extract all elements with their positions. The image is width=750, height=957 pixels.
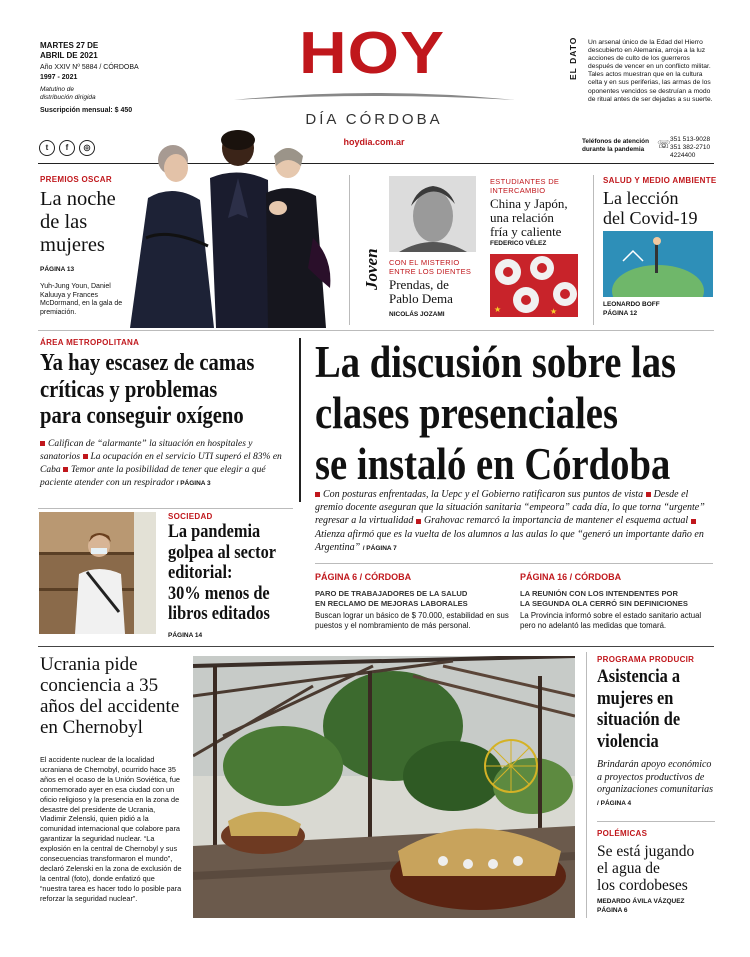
metro-bullet-3: Temor ante la posibilidad de tener que elegir a qué paciente atender con un respirador: [40, 465, 266, 488]
main-title-l2: clases presenciales: [315, 387, 618, 438]
sub2-title-l2: LA SEGUNDA OLA CERRÓ SIN DEFINICIONES: [520, 599, 688, 608]
producir-body-text: Brindarán apoyo económico a proyectos productivos de organizaciones comunitarias: [597, 759, 714, 796]
edition: Año XXIV Nº 5884 / CÓRDOBA: [40, 64, 139, 71]
rule: [349, 175, 350, 325]
producir-page: / PÁGINA 4: [597, 799, 632, 807]
main-bullets: [315, 488, 713, 555]
ucrania-title-l3: años del accidente: [40, 696, 180, 717]
bullet: [63, 467, 68, 472]
main-bullet-4: Atienza afirmó que es la vuelta de los alumnos a las aulas lo que “generó un importante daño en Argentina”: [315, 528, 704, 553]
dema-photo-illustration: [389, 176, 476, 252]
china-title-l1: China y Japón,: [490, 196, 568, 211]
metro-title-l1: Ya hay escasez de camas: [40, 350, 255, 376]
twitter-icon[interactable]: t: [39, 140, 55, 156]
china-title-l2: una relación: [490, 210, 554, 225]
covid-illustration-art: [603, 231, 713, 297]
main-bullet-2: Desde el gremio docente aseguran que la situación sanitaria “empeora” cada día, lo que torna “urgente” regresar a la virtualidad: [315, 489, 705, 527]
dema-title[interactable]: [389, 278, 453, 306]
years: 1997 - 2021: [40, 73, 78, 81]
tagline-2: distribución dirigida: [40, 94, 96, 101]
metro-title-l2: críticas y problemas: [40, 376, 218, 403]
salud-title-l2: del Covid-19: [603, 208, 698, 228]
oscar-title-l2: de las: [40, 211, 88, 233]
rule: [586, 652, 587, 918]
chernobyl-photo[interactable]: [193, 656, 575, 918]
chernobyl-photo-illustration: [193, 656, 575, 918]
ucrania-title-l4: en Chernobyl: [40, 717, 143, 738]
dema-author: NICOLÁS JOZAMI: [389, 311, 445, 318]
sub2-body: La Provincia informó sobre el estado sanitario actual pero no adelantó las medidas que tomará.: [520, 611, 702, 630]
polemicas-title-l3: los cordobeses: [597, 877, 688, 894]
sociedad-title-l5: libros editados: [168, 603, 270, 624]
metro-bullet-1: Califican de “alarmante” la situación en hospitales y sanatorios: [40, 439, 253, 462]
polemicas-title[interactable]: [597, 843, 694, 894]
metro-kicker: ÁREA METROPOLITANA: [40, 338, 140, 347]
sub1-title-l1: PARO DE TRABAJADORES DE LA SALUD: [315, 589, 468, 598]
main-bullet-1: Con posturas enfrentadas, la Uepc y el Gobierno ratificaron sus puntos de vista: [323, 489, 644, 500]
bullet: [315, 492, 320, 497]
sub1-title-l2: EN RECLAMO DE MEJORAS LABORALES: [315, 599, 468, 608]
subscription: Suscripción mensual: $ 450: [40, 107, 133, 114]
bullet: [691, 519, 696, 524]
producir-title-l3: situación de: [597, 709, 681, 730]
salud-author: LEONARDO BOFF: [603, 301, 660, 308]
logo[interactable]: HOY: [298, 19, 446, 86]
sub1-body: Buscan lograr un básico de $ 70.000, estabilidad en sus puestos y el nombramiento de más personal.: [315, 611, 509, 630]
bullet: [83, 454, 88, 459]
oscar-title-l1: La noche: [40, 188, 116, 210]
sociedad-kicker: SOCIEDAD: [168, 512, 213, 521]
polemicas-title-l2: el agua de: [597, 860, 660, 877]
ucrania-title-l2: conciencia a 35: [40, 675, 159, 696]
sociedad-title-l1: La pandemia: [168, 521, 261, 542]
polemicas-author: MEDARDO ÁVILA VÁZQUEZ: [597, 898, 685, 905]
phone-icon: ☏: [657, 139, 671, 151]
dema-title-l1: Prendas, de: [389, 277, 449, 292]
metro-page: / PÁGINA 3: [176, 480, 211, 487]
phone-numbers: [670, 136, 710, 160]
sociedad-title[interactable]: [168, 522, 297, 625]
producir-title-l1: Asistencia a: [597, 666, 681, 687]
phone-1: 351 513-9028: [670, 136, 711, 143]
sociedad-title-l2: golpea al sector: [168, 541, 276, 563]
metro-bullets: [40, 438, 290, 490]
rule: [38, 646, 714, 647]
oscar-title[interactable]: [40, 188, 116, 257]
dema-kicker-2: ENTRE LOS DIENTES: [389, 267, 472, 276]
dema-photo[interactable]: [389, 176, 476, 252]
bullet: [646, 492, 651, 497]
salud-page: PÁGINA 12: [603, 310, 638, 317]
el-dato-text: Un arsenal único de la Edad del Hierro descubierto en Alemania, arroja a la luz acciones de culto de los guerreros después de vencer en un conflicto militar. Tales actos muestran que en la cultura celta y en sus periferias, las armas de los oponentes vencidos se destruían a modo de ritual antes de ser dejadas a su suerte.: [588, 39, 713, 103]
logo-swoosh: [232, 90, 517, 102]
date-line-2: ABRIL DE 2021: [40, 50, 98, 60]
oscar-photo[interactable]: [118, 118, 350, 328]
phone-label-1: Teléfonos de atención: [582, 138, 649, 145]
el-dato-label: EL DATO: [568, 36, 578, 80]
china-kicker-1: ESTUDIANTES DE: [490, 177, 560, 186]
phone-label-2: durante la pandemia: [582, 146, 645, 153]
ucrania-body: El accidente nuclear de la localidad ucraniana de Chernobyl, ocurrido hace 35 años en el ocaso de la Unión Soviética, fue conmemorado ayer en esa ciudad con un oficio religioso y la presencia en la zona de desastre del presidente de Ucrania, Vladimir Zelenski, quien pidió a la comunidad internacional que colabore para garantizar la seguridad nuclear. “La explosión en la central de Chernobyl y sus consecuencias transformaron el mundo”, declaró Zelenski en la zona de exclusión de la central (foto), donde enfatizó que “nuestra tarea es hacer todo lo posible para reforzar la seguridad nuclear”.: [40, 755, 182, 903]
polemicas-kicker: POLÉMICAS: [597, 829, 648, 838]
oscar-kicker: PREMIOS OSCAR: [40, 175, 112, 184]
producir-title-l2: mujeres en: [597, 687, 674, 709]
flags-illustration: [490, 254, 578, 317]
main-title-l3: se instaló en Córdoba: [315, 438, 671, 489]
polemicas-page: PÁGINA 6: [597, 907, 628, 914]
rule: [299, 338, 301, 502]
salud-kicker: SALUD Y MEDIO AMBIENTE: [603, 176, 717, 185]
sociedad-title-l3: editorial:: [168, 562, 233, 583]
oscar-photo-illustration: [118, 118, 350, 328]
instagram-icon[interactable]: ◎: [79, 140, 95, 156]
sub1-page: PÁGINA 6 / CÓRDOBA: [315, 572, 412, 582]
logo-subtitle: DÍA CÓRDOBA: [305, 111, 443, 128]
ucrania-title-l1: Ucrania pide: [40, 654, 138, 675]
website-link[interactable]: hoydia.com.ar: [343, 137, 405, 147]
rule: [38, 508, 293, 509]
phone-2: 351 382-2710: [670, 144, 711, 151]
rule: [593, 175, 594, 325]
svg-text:★: ★: [494, 305, 502, 314]
oscar-title-l3: mujeres: [40, 234, 105, 256]
china-title-l3: fría y caliente: [490, 224, 562, 239]
producir-title-l4: violencia: [597, 730, 659, 752]
main-bullet-3: Grahovac remarcó la importancia de mantener el esquema actual: [423, 515, 689, 527]
main-headline[interactable]: [315, 336, 718, 489]
main-page: / PÁGINA 7: [362, 544, 397, 552]
main-title-l1: La discusión sobre las: [315, 336, 677, 387]
sub2-page: PÁGINA 16 / CÓRDOBA: [520, 572, 622, 582]
sociedad-page: PÁGINA 14: [168, 632, 203, 639]
polemicas-title-l1: Se está jugando: [597, 843, 695, 860]
phone-3: 4224400: [670, 152, 696, 159]
rule: [315, 563, 713, 564]
svg-text:★: ★: [550, 307, 558, 316]
bullet: [416, 519, 421, 524]
metro-bullet-2: La ocupación en el servicio UTI superó el 83% en Caba: [40, 452, 282, 475]
oscar-page: PÁGINA 13: [40, 266, 75, 273]
phone-label: [582, 138, 649, 154]
sociedad-photo[interactable]: [39, 512, 156, 634]
dema-kicker-1: CON EL MISTERIO: [389, 258, 460, 267]
facebook-icon[interactable]: f: [59, 140, 75, 156]
producir-title[interactable]: [597, 666, 717, 752]
covid-illustration[interactable]: [603, 231, 713, 297]
ucrania-title[interactable]: [40, 654, 179, 738]
sub2-title-l1: LA REUNIÓN CON LOS INTENDENTES POR: [520, 589, 678, 598]
rule: [38, 330, 714, 331]
dema-kicker: [389, 258, 471, 276]
metro-title-l3: para conseguir oxígeno: [40, 403, 244, 429]
china-author: FEDERICO VÉLEZ: [490, 240, 547, 247]
flags-photo[interactable]: [490, 254, 578, 317]
china-title[interactable]: [490, 197, 568, 239]
metro-title[interactable]: [40, 350, 298, 430]
bullet: [40, 441, 45, 446]
tagline-1: Matutino de: [40, 86, 74, 93]
oscar-caption: Yuh-Jung Youn, Daniel Kaluuya y Frances McDormand, en la gala de premiación.: [40, 283, 123, 316]
date-block: [40, 41, 190, 116]
rule: [597, 821, 715, 822]
joven-label: Joven: [362, 248, 381, 290]
sub2-title[interactable]: [520, 589, 688, 609]
dema-title-l2: Pablo Dema: [389, 291, 453, 306]
china-kicker: [490, 177, 559, 195]
sociedad-photo-illustration: [39, 512, 156, 634]
salud-title-l1: La lección: [603, 188, 679, 208]
sociedad-title-l4: 30% menos de: [168, 582, 270, 604]
date-line-1: MARTES 27 DE: [40, 41, 99, 50]
producir-body: [597, 759, 715, 810]
sub1-title[interactable]: [315, 589, 468, 609]
china-kicker-2: INTERCAMBIO: [490, 186, 546, 195]
producir-kicker: PROGRAMA PRODUCIR: [597, 655, 695, 664]
salud-title[interactable]: [603, 188, 698, 228]
